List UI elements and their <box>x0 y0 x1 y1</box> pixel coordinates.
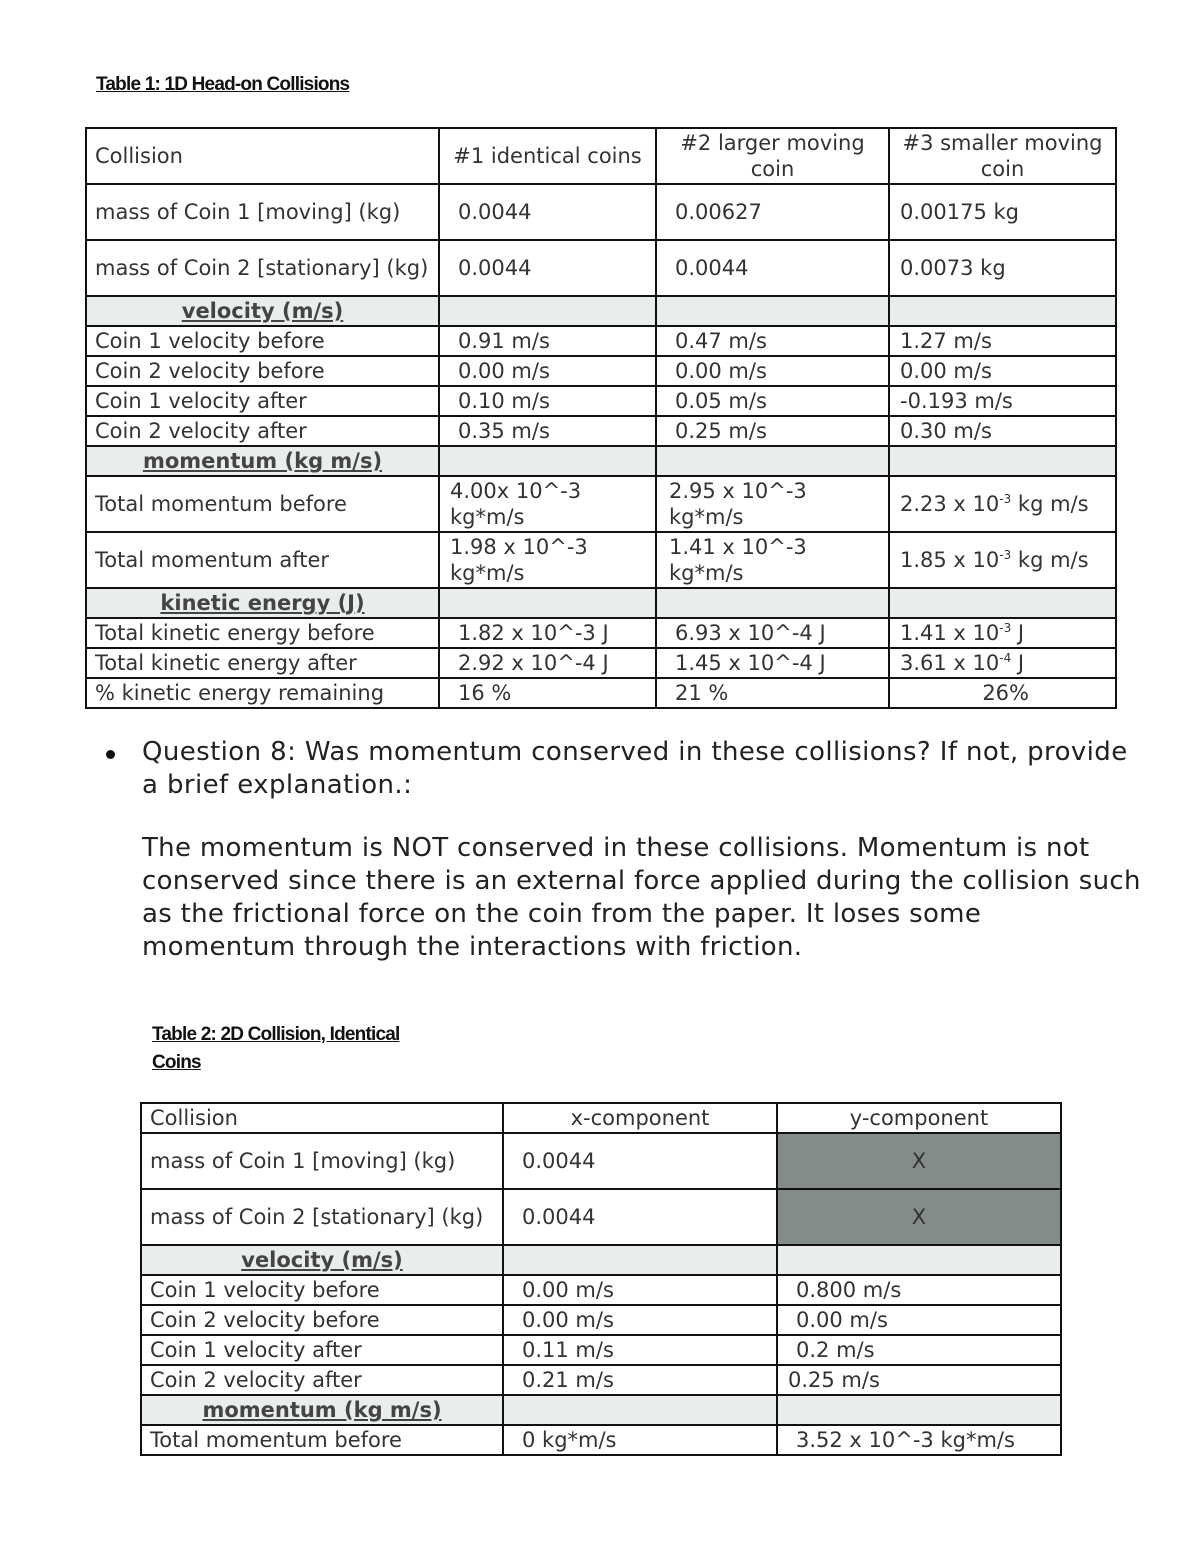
question-8-prompt: Question 8: Was momentum conserved in these collisions? If not, provide a brief explanation.: <box>142 737 1128 800</box>
value-base: 1.85 x 10 <box>900 548 1000 572</box>
table-cell: 0.00627 <box>656 184 889 240</box>
table-cell: 0.00 m/s <box>503 1275 777 1305</box>
value-unit: kg m/s <box>1011 548 1089 572</box>
table-cell <box>656 296 889 326</box>
table-cell: Coin 1 velocity after <box>86 386 439 416</box>
table-row <box>86 326 1116 356</box>
value-exponent: -4 <box>999 651 1012 665</box>
table-cell: y-component <box>777 1103 1061 1133</box>
value-base: 1.41 x 10 <box>900 621 1000 645</box>
value-exponent: -3 <box>999 548 1012 562</box>
table-cell <box>889 476 1116 532</box>
table-cell: 0.11 m/s <box>503 1335 777 1365</box>
table-row <box>86 416 1116 446</box>
section-heading: velocity (m/s) <box>141 1245 503 1275</box>
table-cell: 0.00 m/s <box>439 356 656 386</box>
table-cell: 0.05 m/s <box>656 386 889 416</box>
table-cell: 0.00 m/s <box>777 1305 1061 1335</box>
table-cell: 0.35 m/s <box>439 416 656 446</box>
table-cell <box>656 588 889 618</box>
table-cell: 4.00x 10^-3 kg*m/s <box>439 476 656 532</box>
table-cell: Collision <box>141 1103 503 1133</box>
table-cell <box>439 588 656 618</box>
table-cell <box>503 1395 777 1425</box>
table-cell: mass of Coin 1 [moving] (kg) <box>141 1133 503 1189</box>
blocked-cell: X <box>777 1133 1061 1189</box>
table-cell: Total momentum before <box>141 1425 503 1455</box>
table-cell: 2.95 x 10^-3 kg*m/s <box>656 476 889 532</box>
section-row <box>86 446 1116 476</box>
table-cell: x-component <box>503 1103 777 1133</box>
value-unit: kg m/s <box>1011 492 1089 516</box>
table-row <box>141 1305 1061 1335</box>
table-cell: #3 smaller moving coin <box>889 128 1116 184</box>
table-cell: 0.47 m/s <box>656 326 889 356</box>
table-cell: Coin 1 velocity before <box>86 326 439 356</box>
table-cell <box>889 648 1116 678</box>
table-cell: 1.98 x 10^-3 kg*m/s <box>439 532 656 588</box>
table-cell: 2.92 x 10^-4 J <box>439 648 656 678</box>
table-row <box>86 240 1116 296</box>
value-exponent: -3 <box>999 621 1012 635</box>
table-cell: mass of Coin 2 [stationary] (kg) <box>86 240 439 296</box>
table-cell: 1.41 x 10^-3 kg*m/s <box>656 532 889 588</box>
table2-caption <box>152 1021 400 1077</box>
table-cell: 0.25 m/s <box>777 1365 1061 1395</box>
table-row <box>86 476 1116 532</box>
section-row <box>141 1245 1061 1275</box>
table-cell: Total kinetic energy after <box>86 648 439 678</box>
table-cell: 6.93 x 10^-4 J <box>656 618 889 648</box>
table-row <box>86 678 1116 708</box>
table-cell: 0.0073 kg <box>889 240 1116 296</box>
table-row <box>86 386 1116 416</box>
table-cell: 1.27 m/s <box>889 326 1116 356</box>
table-row <box>141 1335 1061 1365</box>
table-cell: 0.0044 <box>439 184 656 240</box>
table-cell: 0.00 m/s <box>889 356 1116 386</box>
table-cell <box>889 588 1116 618</box>
table-row <box>141 1425 1061 1455</box>
table-cell: 16 % <box>439 678 656 708</box>
table-row <box>86 648 1116 678</box>
table-row <box>141 1275 1061 1305</box>
table-cell: 0.0044 <box>439 240 656 296</box>
table-cell: 1.45 x 10^-4 J <box>656 648 889 678</box>
section-row <box>141 1395 1061 1425</box>
table-cell: Total momentum before <box>86 476 439 532</box>
table-cell: 1.82 x 10^-3 J <box>439 618 656 648</box>
table-row <box>86 618 1116 648</box>
table-cell: Coin 2 velocity after <box>141 1365 503 1395</box>
section-row <box>86 588 1116 618</box>
value-base: 2.23 x 10 <box>900 492 1000 516</box>
table-cell: % kinetic energy remaining <box>86 678 439 708</box>
table-cell <box>889 532 1116 588</box>
value-base: 3.61 x 10 <box>900 651 1000 675</box>
table-cell <box>777 1395 1061 1425</box>
section-heading: kinetic energy (J) <box>86 588 439 618</box>
blocked-cell: X <box>777 1189 1061 1245</box>
table-row <box>86 356 1116 386</box>
table-cell: 21 % <box>656 678 889 708</box>
table-cell <box>503 1245 777 1275</box>
section-heading: momentum (kg m/s) <box>86 446 439 476</box>
table-cell: #1 identical coins <box>439 128 656 184</box>
table-row <box>141 1365 1061 1395</box>
table-cell: 0.0044 <box>503 1133 777 1189</box>
table-cell: Total kinetic energy before <box>86 618 439 648</box>
value-unit: J <box>1011 621 1025 645</box>
table-row <box>141 1189 1061 1245</box>
table-cell: mass of Coin 1 [moving] (kg) <box>86 184 439 240</box>
table-cell: 0.10 m/s <box>439 386 656 416</box>
table-row <box>141 1133 1061 1189</box>
table-cell <box>656 446 889 476</box>
value-exponent: -3 <box>999 492 1012 506</box>
question-8-answer: The momentum is NOT conserved in these collisions. Momentum is not conserved since there is an external force applied during the collision such as the frictional force on the coin from the paper. It loses some momentum through the interactions with friction. <box>142 833 1141 962</box>
table-cell: 0.00 m/s <box>656 356 889 386</box>
table-row <box>86 532 1116 588</box>
table-cell: #2 larger moving coin <box>656 128 889 184</box>
table-cell: 0.00 m/s <box>503 1305 777 1335</box>
table-cell: 0.30 m/s <box>889 416 1116 446</box>
table-cell <box>889 296 1116 326</box>
bullet-icon <box>106 750 115 759</box>
table-cell: 0.2 m/s <box>777 1335 1061 1365</box>
table-cell: 0.25 m/s <box>656 416 889 446</box>
table-cell <box>439 296 656 326</box>
table2 <box>140 1102 1062 1456</box>
table-cell: 0.0044 <box>656 240 889 296</box>
table-cell: Coin 2 velocity before <box>141 1305 503 1335</box>
table-cell: Collision <box>86 128 439 184</box>
table-cell: 0 kg*m/s <box>503 1425 777 1455</box>
value-unit: J <box>1011 651 1025 675</box>
table-cell <box>777 1245 1061 1275</box>
table-cell: 0.800 m/s <box>777 1275 1061 1305</box>
table1-caption: Table 1: 1D Head-on Collisions <box>96 74 350 95</box>
table2-caption-line1: Table 2: 2D Collision, Identical <box>152 1024 400 1045</box>
table1 <box>85 127 1117 709</box>
table-cell: Coin 1 velocity after <box>141 1335 503 1365</box>
table-cell <box>889 446 1116 476</box>
table-cell: Coin 2 velocity after <box>86 416 439 446</box>
table-cell: mass of Coin 2 [stationary] (kg) <box>141 1189 503 1245</box>
table-cell: 0.00175 kg <box>889 184 1116 240</box>
table-row <box>86 128 1116 184</box>
table-cell: 26% <box>889 678 1116 708</box>
table-cell <box>889 618 1116 648</box>
table-cell: 0.91 m/s <box>439 326 656 356</box>
table-row <box>141 1103 1061 1133</box>
table-cell: 3.52 x 10^-3 kg*m/s <box>777 1425 1061 1455</box>
section-row <box>86 296 1116 326</box>
table-cell <box>439 446 656 476</box>
table-cell: Total momentum after <box>86 532 439 588</box>
table-cell: Coin 1 velocity before <box>141 1275 503 1305</box>
table2-caption-line2: Coins <box>152 1052 201 1073</box>
table-cell: 0.21 m/s <box>503 1365 777 1395</box>
table-cell: 0.0044 <box>503 1189 777 1245</box>
table-row <box>86 184 1116 240</box>
table-cell: Coin 2 velocity before <box>86 356 439 386</box>
section-heading: momentum (kg m/s) <box>141 1395 503 1425</box>
section-heading: velocity (m/s) <box>86 296 439 326</box>
table-cell: -0.193 m/s <box>889 386 1116 416</box>
